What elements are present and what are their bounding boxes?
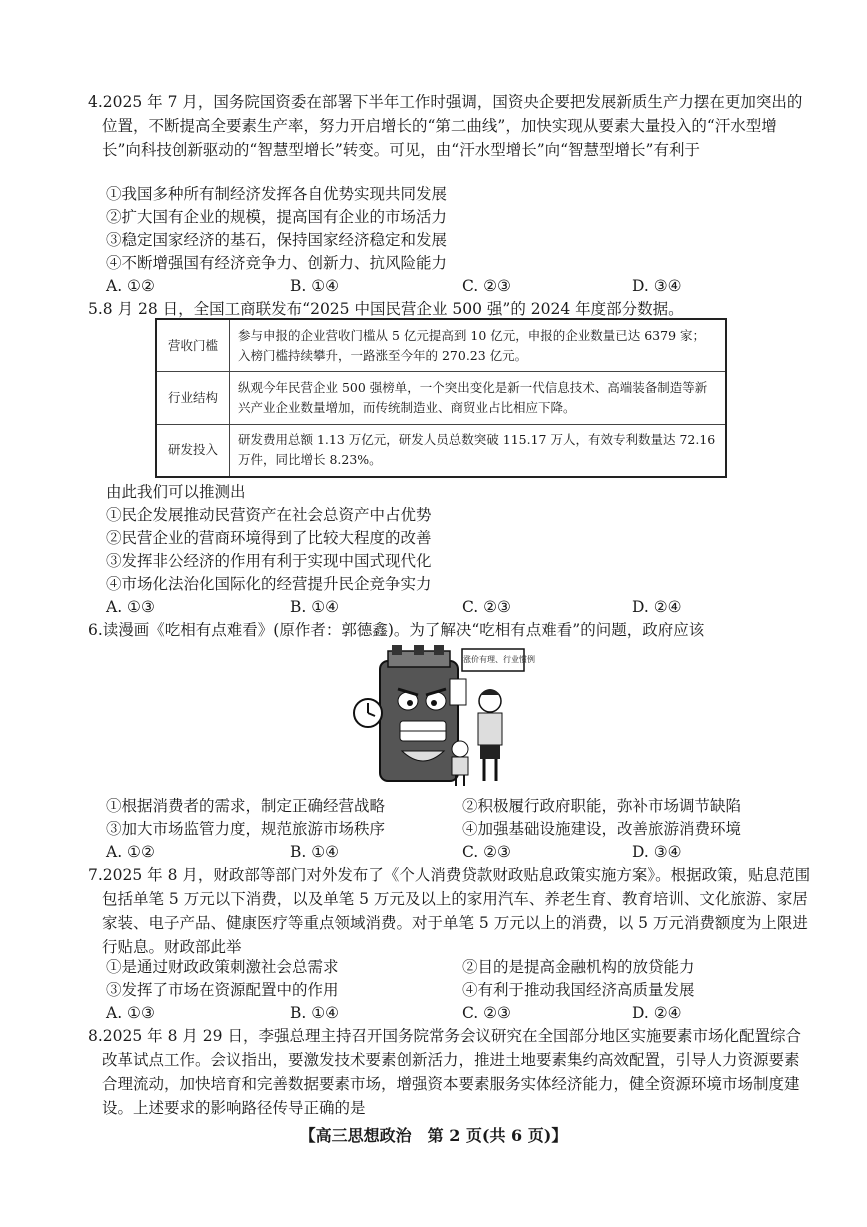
q6-stem: 6.读漫画《吃相有点难看》(原作者：郭德鑫)。为了解决“吃相有点难看”的问题，政府应该 <box>88 621 705 639</box>
table-row <box>156 372 726 424</box>
page-footer: 【高三思想政治 第 2 页(共 6 页)】 <box>299 1126 568 1145</box>
q7-choice-d: D. ②④ <box>632 1004 682 1022</box>
q8-stem: 8.2025 年 8 月 29 日，李强总理主持召开国务院常务会议研究在全国部分地区实施要素市场化配置综合改革试点工作。会议指出，要激发技术要素创新活力，推进土地要素集约高效配置，引导人力资源要素合理流动，加快培育和完善数据要素市场，增强资本要素服务实体经济能力，健全资源环境市场制度建设。上述要求的影响路径传导正确的是 <box>88 1027 801 1117</box>
q6-option-1: ①根据消费者的需求，制定正确经营战略 <box>106 797 386 815</box>
q4-option-1: ①我国多种所有制经济发挥各自优势实现共同发展 <box>106 185 448 203</box>
q5-choice-c: C. ②③ <box>462 598 511 616</box>
table-row-label: 研发投入 <box>156 424 230 477</box>
q6-option-2: ②积极履行政府职能，弥补市场调节缺陷 <box>462 797 742 815</box>
q7-option-2: ②目的是提高金融机构的放贷能力 <box>462 958 695 976</box>
q4-choice-a: A. ①② <box>106 277 155 295</box>
q7-choice-a: A. ①③ <box>106 1004 155 1022</box>
q7-choice-c: C. ②③ <box>462 1004 511 1022</box>
q4-choice-c: C. ②③ <box>462 277 511 295</box>
q4-option-3: ③稳定国家经济的基石，保持国家经济稳定和发展 <box>106 231 448 249</box>
cartoon-sign-text: 涨价有理、行业惯例 <box>463 655 535 664</box>
q5-choice-b: B. ①④ <box>290 598 340 616</box>
q6-choice-a: A. ①② <box>106 843 155 861</box>
q7-option-3: ③发挥了市场在资源配置中的作用 <box>106 981 339 999</box>
q6-choice-c: C. ②③ <box>462 843 511 861</box>
q4-stem: 4.2025 年 7 月，国务院国资委在部署下半年工作时强调，国资央企要把发展新质生产力摆在更加突出的位置，不断提高全要素生产率，努力开启增长的“第二曲线”，加快实现从要素大量投入的“汗水型增长”向科技创新驱动的“智慧型增长”转变。可见，由“汗水型增长”向“智慧型增长”有利于 <box>88 93 803 159</box>
q5-option-1: ①民企发展推动民营资产在社会总资产中占优势 <box>106 506 432 524</box>
q4-option-2: ②扩大国有企业的规模，提高国有企业的市场活力 <box>106 208 448 226</box>
cartoon-image <box>340 643 535 788</box>
table-row-label: 营收门槛 <box>156 319 230 372</box>
table-row-text: 纵观今年民营企业 500 强榜单，一个突出变化是新一代信息技术、高端装备制造等新兴产业企业数量增加，而传统制造业、商贸业占比相应下降。 <box>230 372 727 424</box>
q5-option-4: ④市场化法治化国际化的经营提升民企竞争实力 <box>106 575 432 593</box>
q4-choice-d: D. ③④ <box>632 277 682 295</box>
q5-stem: 5.8 月 28 日，全国工商联发布“2025 中国民营企业 500 强”的 2024 年度部分数据。 <box>88 300 684 318</box>
q5-lead: 由此我们可以推测出 <box>106 483 246 501</box>
q6-choice-d: D. ③④ <box>632 843 682 861</box>
q6-choice-b: B. ①④ <box>290 843 340 861</box>
q6-option-3: ③加大市场监管力度，规范旅游市场秩序 <box>106 820 386 838</box>
q5-data-table <box>155 318 727 478</box>
q7-option-1: ①是通过财政政策刺激社会总需求 <box>106 958 339 976</box>
q7-choice-b: B. ①④ <box>290 1004 340 1022</box>
table-row-text: 研发费用总额 1.13 万亿元，研发人员总数突破 115.17 万人，有效专利数量达 72.16 万件，同比增长 8.23%。 <box>230 424 727 477</box>
q4-choice-b: B. ①④ <box>290 277 340 295</box>
q4-option-4: ④不断增强国有经济竞争力、创新力、抗风险能力 <box>106 254 448 272</box>
q5-option-2: ②民营企业的营商环境得到了比较大程度的改善 <box>106 529 432 547</box>
q5-choice-a: A. ①③ <box>106 598 155 616</box>
table-row-text: 参与申报的企业营收门槛从 5 亿元提高到 10 亿元，申报的企业数量已达 6379 家；入榜门槛持续攀升，一路涨至今年的 270.23 亿元。 <box>230 319 727 372</box>
table-row <box>156 319 726 372</box>
q5-option-3: ③发挥非公经济的作用有利于实现中国式现代化 <box>106 552 432 570</box>
table-row-label: 行业结构 <box>156 372 230 424</box>
q7-stem: 7.2025 年 8 月，财政部等部门对外发布了《个人消费贷款财政贴息政策实施方案》。根据政策，贴息范围包括单笔 5 万元以下消费，以及单笔 5 万元及以上的家用汽车、养老生育、教育培训、文化旅游、家居家装、电子产品、健康医疗等重点领域消费。对于单笔 5 万元以上的消费，以 5 万元消费额度为上限进行贴息。财政部此举 <box>88 866 811 956</box>
table-row <box>156 424 726 477</box>
q7-option-4: ④有利于推动我国经济高质量发展 <box>462 981 695 999</box>
q5-choice-d: D. ②④ <box>632 598 682 616</box>
q6-option-4: ④加强基础设施建设，改善旅游消费环境 <box>462 820 742 838</box>
